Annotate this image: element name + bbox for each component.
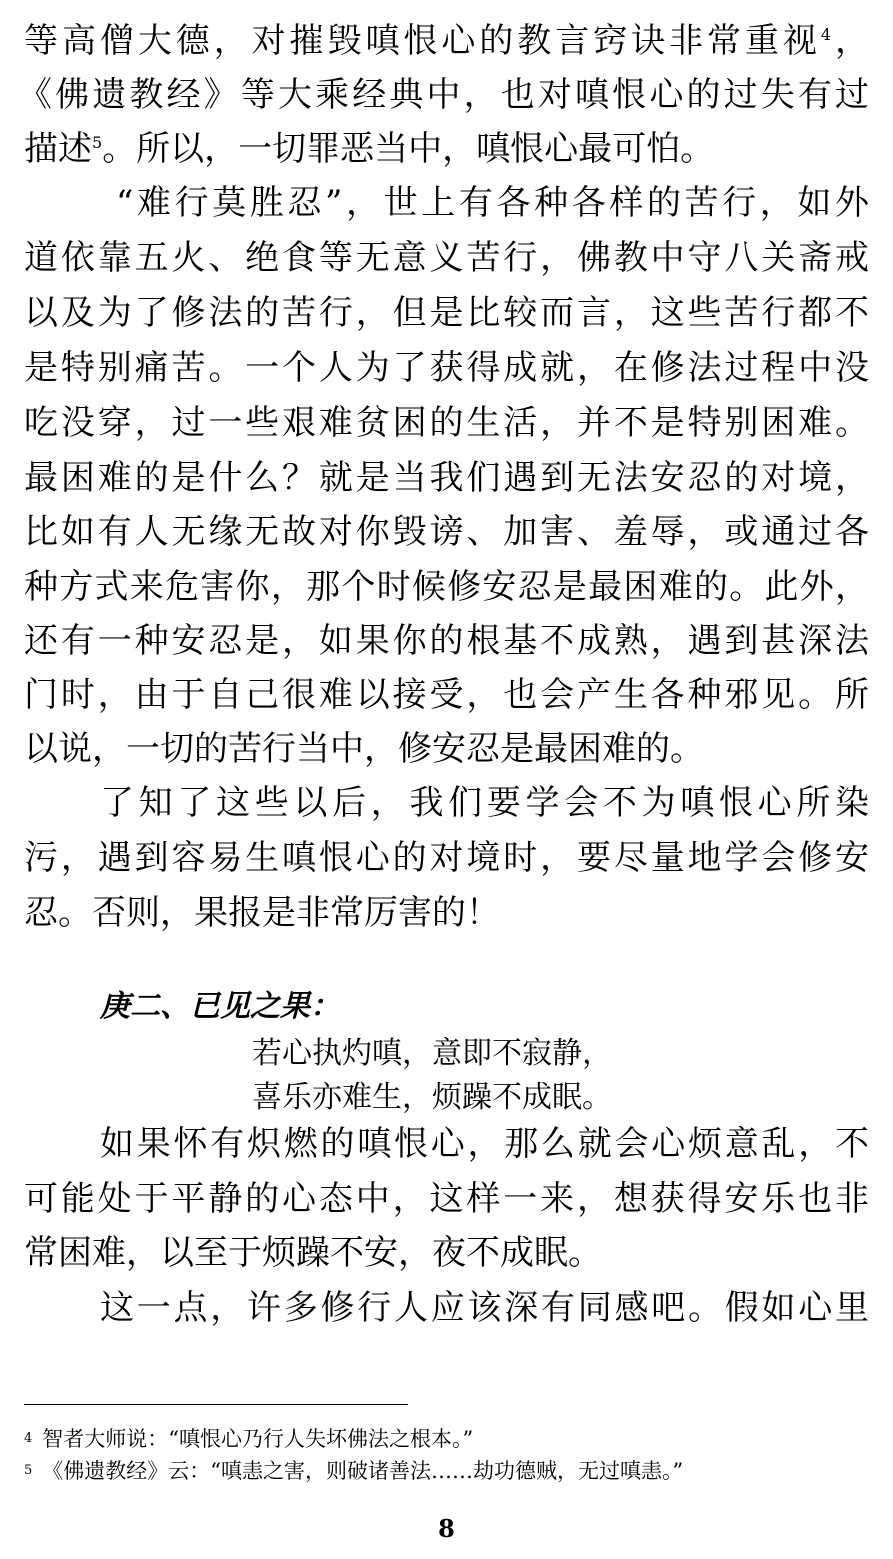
text-run: 等高僧大德，对摧毁嗔恨心的教言窍诀非常重视 [24,21,821,61]
footnote-text: 智者大师说：“嗔恨心乃行人失坏佛法之根本。” [42,1427,474,1451]
body-text-line: 可能处于平静的心态中，这样一来，想获得安乐也非 [24,1179,869,1219]
body-text-line: 忍。否则，果报是非常厉害的！ [24,893,500,933]
verse-line: 若心执灼嗔，意即不寂静， [252,1036,612,1071]
body-text-line: 比如有人无缘无故对你毁谤、加害、羞辱，或通过各 [24,512,869,552]
body-text-line: 了知了这些以后，我们要学会不为嗔恨心所染 [100,783,869,823]
section-heading: 庚二、已见之果： [100,989,340,1024]
body-text-line: 以说，一切的苦行当中，修安忍是最困难的。 [24,729,704,769]
text-run: ， [831,21,869,61]
footnote-text: 《佛遗教经》云：“嗔恚之害，则破诸善法……劫功德贼，无过嗔恚。” [42,1459,684,1483]
body-text-line [24,122,869,176]
body-text-line [24,14,869,68]
footnote-reference: 5 [92,133,103,152]
page-number: 8 [438,1514,455,1543]
footnote-reference: 4 [820,25,832,44]
body-text-line: 吃没穿，过一些艰难贫困的生活，并不是特别困难。 [24,403,869,443]
text-run: 。所以，一切罪恶当中，嗔恨心最可怕。 [102,129,715,169]
verse-line: 喜乐亦难生，烦躁不成眠。 [252,1080,612,1115]
body-text-line: 污，遇到容易生嗔恨心的对境时，要尽量地学会修安 [24,838,869,878]
body-text-line: 是特别痛苦。一个人为了获得成就，在修法过程中没 [24,348,869,388]
body-text-line: “难行莫胜忍”，世上有各种各样的苦行，如外 [116,183,869,223]
body-text-line: 最困难的是什么？就是当我们遇到无法安忍的对境， [24,458,869,498]
footnote [24,1424,473,1454]
body-text-line: 种方式来危害你，那个时候修安忍是最困难的。此外， [24,567,869,607]
body-text-line: 门时，由于自己很难以接受，也会产生各种邪见。所 [24,675,869,715]
footnote-divider [24,1404,408,1405]
text-run: 描述 [24,129,92,169]
body-text-line: 这一点，许多修行人应该深有同感吧。假如心里 [100,1288,869,1328]
footnote-number: 4 [24,1431,33,1446]
footnote [24,1456,683,1486]
body-text-line: 《佛遗教经》等大乘经典中，也对嗔恨心的过失有过 [18,75,869,115]
footnote-number: 5 [24,1463,33,1478]
body-text-line: 以及为了修法的苦行，但是比较而言，这些苦行都不 [24,293,869,333]
body-text-line: 如果怀有炽燃的嗔恨心，那么就会心烦意乱，不 [100,1124,869,1164]
body-text-line: 常困难，以至于烦躁不安，夜不成眠。 [24,1233,602,1273]
body-text-line: 道依靠五火、绝食等无意义苦行，佛教中守八关斋戒 [24,238,869,278]
body-text-line: 还有一种安忍是，如果你的根基不成熟，遇到甚深法 [24,621,869,661]
